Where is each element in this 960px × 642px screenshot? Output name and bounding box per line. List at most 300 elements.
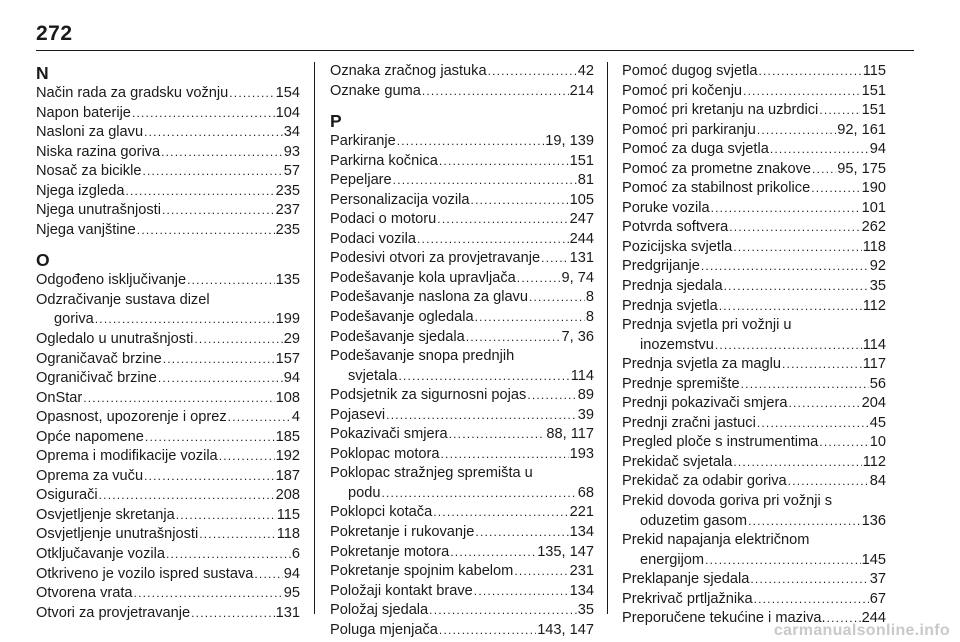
index-entry [622, 101, 886, 121]
entry-page-ref: 92 [869, 258, 886, 275]
dot-leader [819, 433, 868, 453]
index-entry [36, 408, 300, 428]
entry-page-ref: 68 [577, 484, 594, 501]
entry-term: Osvjetljenje unutrašnjosti [36, 526, 199, 543]
dot-leader [741, 375, 869, 395]
dot-leader [95, 310, 275, 330]
entry-page-ref: 35 [577, 602, 594, 619]
entry-term: Oprema i modifikacije vozila [36, 448, 218, 465]
entry-term: Prekrivač prtljažnika [622, 590, 753, 607]
index-entry [36, 428, 300, 448]
entry-term: Prekidač svjetala [622, 453, 733, 470]
entry-term: Osvjetljenje skretanja [36, 506, 175, 523]
index-entry [622, 492, 886, 531]
dot-leader [811, 179, 860, 199]
dot-leader [437, 210, 568, 230]
entry-page-ref: 7, 36 [561, 328, 594, 345]
entry-term: Podešavanje kola upravljača [330, 269, 516, 286]
entry-page-ref: 94 [283, 370, 300, 387]
dot-leader [158, 369, 283, 389]
entry-page-ref: 136 [861, 512, 886, 529]
dot-leader [429, 601, 577, 621]
entry-page-ref: 93 [283, 143, 300, 160]
entry-page-ref: 190 [861, 180, 886, 197]
entry-page-ref: 42 [577, 63, 594, 79]
dot-leader [142, 162, 282, 182]
dot-leader [393, 171, 577, 191]
dot-leader [163, 350, 275, 370]
entry-term: Preklapanje sjedala [622, 571, 750, 588]
entry-page-ref: 131 [275, 604, 300, 621]
entry-term: Pomoć za prometne znakove [622, 160, 812, 177]
dot-leader [750, 570, 868, 590]
index-entry [622, 375, 886, 395]
dot-leader [488, 62, 577, 82]
index-entry [36, 545, 300, 565]
dot-leader [517, 269, 561, 289]
index-entry [330, 230, 594, 250]
index-entry [330, 347, 594, 386]
entry-page-ref: 9, 74 [561, 269, 594, 286]
entry-page-ref: 235 [275, 221, 300, 238]
dot-leader [397, 132, 545, 152]
entry-term: Njega vanjštine [36, 221, 136, 238]
entry-page-ref: 143, 147 [537, 621, 594, 638]
entry-page-ref: 134 [569, 524, 594, 541]
index-entry [36, 447, 300, 467]
entry-page-ref: 112 [862, 297, 886, 314]
entry-term: Pomoć dugog svjetla [622, 63, 758, 79]
index-entry [622, 531, 886, 570]
entry-term: Oznake guma [330, 82, 421, 99]
entry-page-ref: 247 [569, 211, 594, 228]
index-entry [36, 201, 300, 221]
entry-term-continuation: energijom [640, 551, 705, 568]
dot-leader [229, 84, 274, 104]
entry-page-ref: 115 [276, 506, 300, 523]
index-entry [622, 590, 886, 610]
entry-term: Prednje spremište [622, 375, 740, 392]
entry-page-ref: 214 [569, 82, 594, 99]
index-entry [36, 525, 300, 545]
index-entry [622, 472, 886, 492]
entry-page-ref: 35 [869, 278, 886, 295]
entry-term: Prednja sjedala [622, 278, 723, 295]
entry-page-ref: 192 [275, 448, 300, 465]
entry-term: Podešavanje naslona za glavu [330, 289, 528, 306]
index-entry [330, 543, 594, 563]
entry-term-continuation: inozemstvu [640, 336, 714, 353]
entry-term: Personalizacija vozila [330, 191, 470, 208]
entry-term: Podesivi otvori za provjetravanje [330, 250, 541, 267]
index-entry [36, 104, 300, 124]
index-entry [622, 277, 886, 297]
index-entry [36, 350, 300, 370]
entry-term: Prednji zračni jastuci [622, 414, 756, 431]
index-letter-heading: O [36, 250, 50, 271]
index-entry [330, 269, 594, 289]
entry-page-ref: 56 [869, 375, 886, 392]
dot-leader [194, 330, 282, 350]
dot-leader [441, 445, 569, 465]
dot-leader [475, 308, 585, 328]
entry-term: Pregled ploče s instrumentima [622, 434, 819, 451]
entry-term: Ogledalo u unutrašnjosti [36, 331, 194, 348]
index-entry [330, 210, 594, 230]
index-entry [330, 171, 594, 191]
dot-leader [733, 238, 861, 258]
entry-page-ref: 112 [862, 453, 886, 470]
entry-page-ref: 151 [861, 102, 886, 119]
dot-leader [729, 218, 860, 238]
entry-term: Pozicijska svjetla [622, 238, 733, 255]
entry-term-continuation: goriva [54, 311, 94, 328]
index-entry [622, 238, 886, 258]
entry-term: Pomoć za duga svjetla [622, 141, 769, 158]
dot-leader [701, 257, 869, 277]
entry-term: Pomoć pri parkiranju [622, 121, 756, 138]
index-column-3 [622, 62, 886, 629]
entry-page-ref: 157 [275, 350, 300, 367]
entry-term: Nosač za bicikle [36, 163, 142, 180]
entry-term: Prednji pokazivači smjera [622, 395, 788, 412]
index-entry [36, 565, 300, 585]
entry-term: Prednja svjetla [622, 297, 718, 314]
entry-page-ref: 193 [569, 445, 594, 462]
dot-leader [724, 277, 869, 297]
index-column-2 [330, 62, 594, 640]
index-entry [36, 182, 300, 202]
entry-page-ref: 39 [577, 406, 594, 423]
dot-leader [715, 336, 862, 356]
entry-term: Položaj sjedala [330, 602, 429, 619]
dot-leader [527, 386, 576, 406]
dot-leader [743, 82, 861, 102]
dot-leader [757, 121, 836, 141]
dot-leader [757, 414, 869, 434]
entry-page-ref: 231 [569, 563, 594, 580]
entry-page-ref: 117 [862, 356, 886, 373]
entry-page-ref: 104 [275, 104, 300, 121]
entry-page-ref: 115 [862, 63, 886, 79]
entry-term: Prekid dovoda goriva pri vožnji s [622, 493, 833, 510]
index-entry [36, 467, 300, 487]
entry-page-ref: 8 [585, 289, 594, 306]
index-entry [330, 582, 594, 602]
dot-leader [187, 271, 275, 291]
entry-term: Osigurači [36, 487, 98, 504]
dot-leader [161, 143, 283, 163]
entry-page-ref: 235 [275, 182, 300, 199]
index-entry [330, 152, 594, 172]
entry-page-ref: 45 [869, 414, 886, 431]
index-entry [622, 570, 886, 590]
entry-term: Nasloni za glavu [36, 124, 144, 141]
dot-leader [514, 562, 568, 582]
index-letter-heading: P [330, 111, 342, 132]
entry-page-ref: 95 [283, 585, 300, 602]
entry-term: Poluga mjenjača [330, 621, 438, 638]
header-rule [36, 50, 914, 51]
page-number: 272 [36, 22, 73, 45]
dot-leader [433, 503, 568, 523]
index-entry [36, 369, 300, 389]
entry-page-ref: 118 [276, 526, 300, 543]
dot-leader [191, 604, 275, 624]
entry-page-ref: 237 [275, 202, 300, 219]
dot-leader [450, 543, 536, 563]
index-entry [36, 271, 300, 291]
index-entry [330, 523, 594, 543]
index-entry [36, 330, 300, 350]
dot-leader [782, 355, 862, 375]
dot-leader [228, 408, 291, 428]
dot-leader [788, 394, 860, 414]
dot-leader [132, 104, 275, 124]
entry-page-ref: 185 [275, 428, 300, 445]
index-entry [622, 316, 886, 355]
index-entry [622, 355, 886, 375]
index-entry [36, 84, 300, 104]
entry-page-ref: 34 [283, 124, 300, 141]
entry-page-ref: 4 [291, 409, 300, 426]
entry-term: Pepeljare [330, 172, 392, 189]
entry-page-ref: 8 [585, 309, 594, 326]
dot-leader [466, 328, 561, 348]
entry-page-ref: 37 [869, 571, 886, 588]
dot-leader [711, 199, 861, 219]
entry-term: Ograničivač brzine [36, 370, 157, 387]
entry-page-ref: 199 [275, 311, 300, 328]
entry-term: Pokazivači smjera [330, 426, 448, 443]
index-entry [330, 562, 594, 582]
dot-leader [176, 506, 276, 526]
index-entry [622, 140, 886, 160]
entry-term: Prekidač za odabir goriva [622, 473, 787, 490]
entry-page-ref: 10 [869, 434, 886, 451]
index-entry [622, 257, 886, 277]
index-entry [622, 160, 886, 180]
entry-term: Poklopac stražnjeg spremišta u [330, 465, 533, 482]
entry-term: Njega unutrašnjosti [36, 202, 161, 219]
index-entry [330, 328, 594, 348]
index-entry [36, 486, 300, 506]
entry-page-ref: 131 [569, 250, 594, 267]
dot-leader [758, 62, 861, 82]
entry-page-ref: 6 [291, 546, 300, 563]
index-entry [330, 191, 594, 211]
entry-term: Otkriveno je vozilo ispred sustava [36, 565, 254, 582]
dot-leader [474, 582, 569, 602]
entry-term: OnStar [36, 389, 83, 406]
index-entry [622, 179, 886, 199]
index-entry [330, 308, 594, 328]
entry-term: Prednja svjetla za maglu [622, 356, 781, 373]
entry-term: Napon baterije [36, 104, 131, 121]
dot-leader [381, 484, 576, 504]
index-entry [330, 503, 594, 523]
entry-page-ref: 89 [577, 387, 594, 404]
entry-term: Opće napomene [36, 428, 144, 445]
dot-leader [748, 512, 861, 532]
entry-page-ref: 95, 175 [837, 160, 886, 177]
index-entry [622, 82, 886, 102]
entry-page-ref: 105 [569, 191, 594, 208]
entry-page-ref: 134 [569, 582, 594, 599]
index-entry [36, 143, 300, 163]
dot-leader [754, 590, 869, 610]
entry-term: Položaji kontakt brave [330, 582, 473, 599]
dot-leader [134, 584, 283, 604]
entry-term: Način rada za gradsku vožnju [36, 85, 229, 101]
dot-leader [719, 297, 862, 317]
dot-leader [166, 545, 291, 565]
dot-leader [398, 367, 569, 387]
entry-term: Oznaka zračnog jastuka [330, 63, 487, 79]
index-entry [36, 291, 300, 330]
entry-term: Podešavanje sjedala [330, 328, 465, 345]
column-divider [607, 62, 608, 614]
entry-page-ref: 244 [569, 230, 594, 247]
dot-leader [219, 447, 275, 467]
entry-page-ref: 92, 161 [837, 121, 886, 138]
entry-page-ref: 135 [275, 272, 300, 289]
index-entry [622, 121, 886, 141]
entry-page-ref: 135, 147 [537, 543, 594, 560]
entry-term: Pojasevi [330, 406, 386, 423]
entry-term: Otključavanje vozila [36, 546, 165, 563]
entry-term: Poklopci kotača [330, 504, 433, 521]
entry-term: Poruke vozila [622, 199, 710, 216]
dot-leader [422, 82, 569, 102]
dot-leader [144, 123, 283, 143]
index-entry [330, 82, 594, 102]
index-entry [330, 386, 594, 406]
entry-page-ref: 151 [569, 152, 594, 169]
index-entry [36, 389, 300, 409]
entry-term-continuation: svjetala [348, 367, 398, 384]
entry-page-ref: 118 [862, 238, 886, 255]
index-column-1 [36, 62, 300, 623]
entry-term: Odzračivanje sustava dizel [36, 291, 210, 308]
dot-leader [417, 230, 569, 250]
entry-page-ref: 114 [570, 367, 594, 384]
dot-leader [471, 191, 569, 211]
index-entry [622, 394, 886, 414]
dot-leader [137, 221, 275, 241]
entry-term: Parkirna kočnica [330, 152, 438, 169]
dot-leader [475, 523, 568, 543]
entry-term: Podešavanje snopa prednjih [330, 348, 515, 365]
entry-term: Podaci o motoru [330, 211, 437, 228]
index-entry [622, 453, 886, 473]
entry-term: Prednja svjetla pri vožnji u [622, 317, 792, 334]
entry-page-ref: 244 [861, 610, 886, 627]
entry-page-ref: 88, 117 [546, 426, 594, 443]
dot-leader [819, 101, 860, 121]
index-entry [330, 601, 594, 621]
dot-leader [439, 621, 536, 641]
entry-term: Podsjetnik za sigurnosni pojas [330, 387, 527, 404]
dot-leader [439, 152, 569, 172]
index-entry [622, 297, 886, 317]
entry-term: Pomoć pri kočenju [622, 82, 743, 99]
dot-leader [705, 551, 861, 571]
dot-leader [529, 288, 585, 308]
entry-page-ref: 151 [861, 82, 886, 99]
dot-leader [733, 453, 861, 473]
index-entry [330, 445, 594, 465]
dot-leader [125, 182, 274, 202]
entry-term: Otvori za provjetravanje [36, 604, 191, 621]
entry-term: Parkiranje [330, 133, 396, 150]
entry-page-ref: 19, 139 [545, 133, 594, 150]
index-entry [622, 199, 886, 219]
entry-term: Pomoć za stabilnost prikolice [622, 180, 811, 197]
watermark: carmanualsonline.info [773, 622, 950, 639]
entry-page-ref: 108 [275, 389, 300, 406]
entry-term: Pokretanje motora [330, 543, 450, 560]
entry-term: Pokretanje i rukovanje [330, 524, 475, 541]
entry-page-ref: 67 [869, 590, 886, 607]
index-entry [330, 425, 594, 445]
entry-page-ref: 204 [861, 395, 886, 412]
index-entry [36, 123, 300, 143]
index-entry [622, 414, 886, 434]
entry-page-ref: 208 [275, 487, 300, 504]
entry-term: Prekid napajanja električnom [622, 532, 810, 549]
index-letter-heading: N [36, 63, 49, 83]
entry-page-ref: 94 [283, 565, 300, 582]
entry-term: Odgođeno isključivanje [36, 272, 187, 289]
index-entry [36, 162, 300, 182]
entry-term: Ograničavač brzine [36, 350, 162, 367]
entry-term: Oprema za vuču [36, 467, 144, 484]
index-entry [622, 62, 886, 82]
index-entry [330, 249, 594, 269]
dot-leader [83, 389, 274, 409]
entry-term: Podešavanje ogledala [330, 309, 474, 326]
entry-term: Otvorena vrata [36, 585, 133, 602]
dot-leader [145, 428, 275, 448]
index-entry [330, 621, 594, 641]
entry-term: Poklopac motora [330, 445, 440, 462]
entry-term: Njega izgleda [36, 182, 125, 199]
entry-term: Pomoć pri kretanju na uzbrdici [622, 102, 819, 119]
entry-term-continuation: oduzetim gasom [640, 512, 748, 529]
index-entry [36, 506, 300, 526]
entry-term: Niska razina goriva [36, 143, 161, 160]
index-entry [622, 433, 886, 453]
entry-page-ref: 57 [283, 163, 300, 180]
index-entry [330, 464, 594, 503]
entry-page-ref: 29 [283, 331, 300, 348]
entry-term: Predgrijanje [622, 258, 700, 275]
column-divider [314, 62, 315, 614]
entry-page-ref: 114 [862, 336, 886, 353]
index-entry [36, 221, 300, 241]
entry-term: Pokretanje spojnim kabelom [330, 563, 514, 580]
dot-leader [99, 486, 275, 506]
entry-term: Potvrda softvera [622, 219, 729, 236]
index-entry [330, 288, 594, 308]
index-entry [36, 584, 300, 604]
index-entry [36, 604, 300, 624]
entry-term: Podaci vozila [330, 230, 416, 247]
index-entry [330, 132, 594, 152]
index-entry [330, 406, 594, 426]
entry-page-ref: 94 [869, 141, 886, 158]
